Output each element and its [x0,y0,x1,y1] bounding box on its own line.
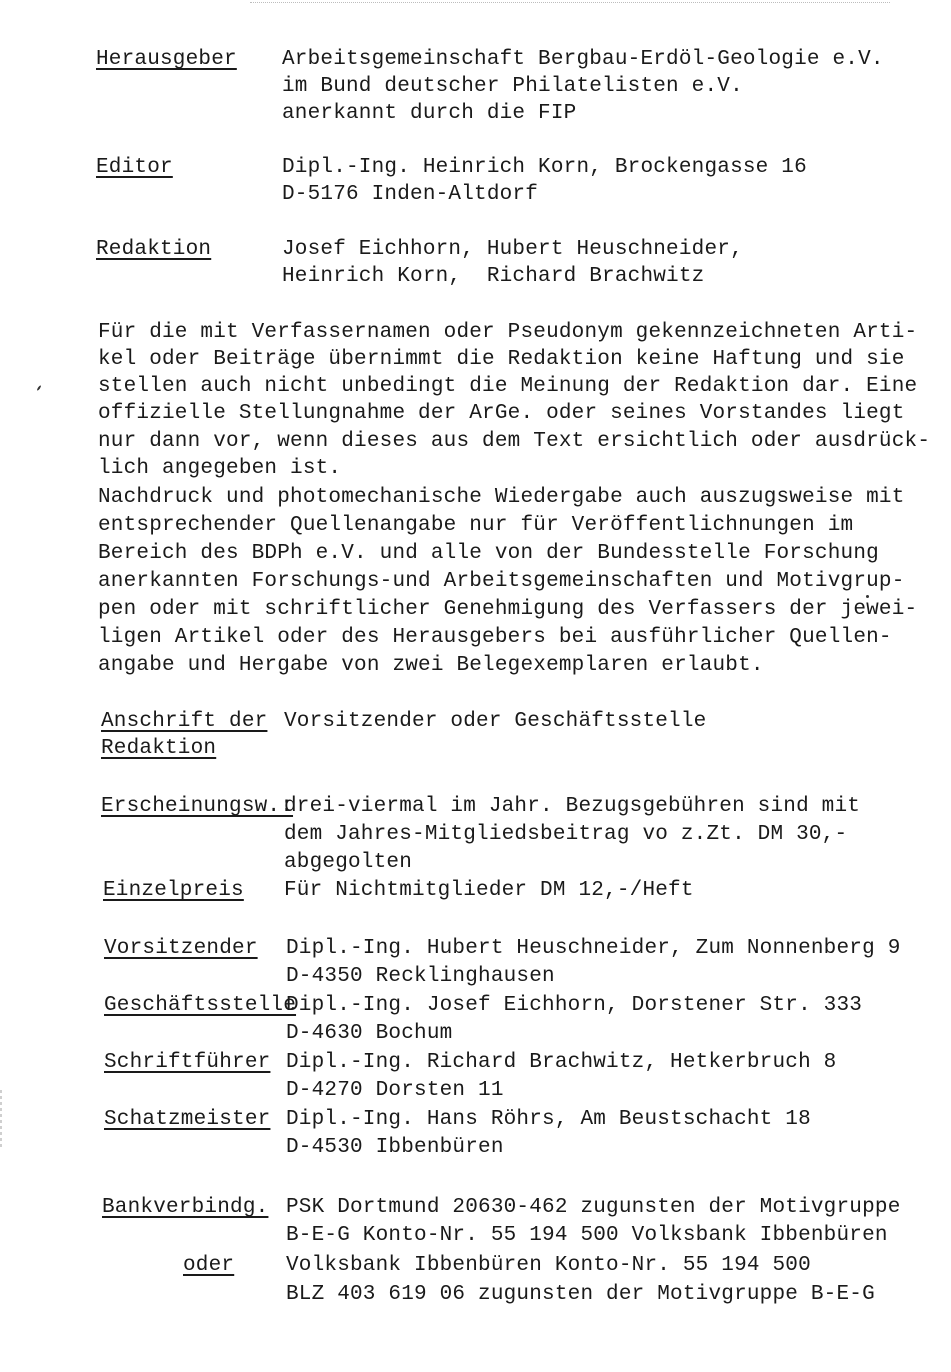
erscheinungsweise-line-2: dem Jahres-Mitgliedsbeitrag vo z.Zt. DM 30,- [284,823,848,846]
schriftfuehrer-line-2: D-4270 Dorsten 11 [286,1079,504,1102]
herausgeber-line-2: im Bund deutscher Philatelisten e.V. [282,75,743,98]
label-anschrift-2: Redaktion [101,737,217,760]
disclaimer-line-1: Für die mit Verfassernamen oder Pseudonym gekennzeichneten Arti- [98,321,918,344]
top-dotted-rule [250,2,890,3]
disclaimer-line-9: Bereich des BDPh e.V. und alle von der Bundesstelle Forschung [98,542,879,565]
disclaimer-line-6: lich angegeben ist. [98,457,342,480]
label-redaktion: Redaktion [96,238,212,261]
label-oder: oder [183,1254,235,1277]
schatzmeister-line-1: Dipl.-Ing. Hans Röhrs, Am Beustschacht 18 [286,1108,811,1131]
disclaimer-line-13: angabe und Hergabe von zwei Belegexemplaren erlaubt. [98,654,764,677]
disclaimer-line-7: Nachdruck und photomechanische Wiedergabe auch auszugsweise mit [98,486,905,509]
label-editor: Editor [96,156,173,179]
scan-speck [36,385,41,391]
scan-speck [866,595,869,598]
label-schriftfuehrer: Schriftführer [104,1051,271,1074]
margin-scan-mark [0,1090,2,1150]
disclaimer-line-8: entsprechender Quellenangabe nur für Veröffentlichnungen im [98,514,854,537]
bank-oder-line-2: BLZ 403 619 06 zugunsten der Motivgruppe B-E-G [286,1283,875,1306]
schatzmeister-line-2: D-4530 Ibbenbüren [286,1136,504,1159]
editor-line-1: Dipl.-Ing. Heinrich Korn, Brockengasse 16 [282,156,807,179]
vorsitzender-line-2: D-4350 Recklinghausen [286,965,555,988]
disclaimer-line-12: ligen Artikel oder des Herausgebers bei ausführlicher Quellen- [98,626,892,649]
herausgeber-line-1: Arbeitsgemeinschaft Bergbau-Erdöl-Geologie e.V. [282,48,884,71]
schriftfuehrer-line-1: Dipl.-Ing. Richard Brachwitz, Hetkerbruch 8 [286,1051,837,1074]
redaktion-line-2: Heinrich Korn, Richard Brachwitz [282,265,705,288]
label-vorsitzender: Vorsitzender [104,937,258,960]
vorsitzender-line-1: Dipl.-Ing. Hubert Heuschneider, Zum Nonnenberg 9 [286,937,901,960]
bank-line-1: PSK Dortmund 20630-462 zugunsten der Motivgruppe [286,1196,901,1219]
erscheinungsweise-line-1: drei-viermal im Jahr. Bezugsgebühren sind mit [284,795,861,818]
disclaimer-line-4: offizielle Stellungnahme der ArGe. oder seines Vorstandes liegt [98,402,905,425]
geschaeftsstelle-line-1: Dipl.-Ing. Josef Eichhorn, Dorstener Str. 333 [286,994,863,1017]
editor-line-2: D-5176 Inden-Altdorf [282,183,539,206]
label-anschrift-1: Anschrift der [101,710,268,733]
herausgeber-line-3: anerkannt durch die FIP [282,102,577,125]
label-erscheinungsweise: Erscheinungsw.: [101,795,294,818]
label-bankverbindung: Bankverbindg. [102,1196,269,1219]
disclaimer-line-3: stellen auch nicht unbedingt die Meinung der Redaktion dar. Eine [98,375,918,398]
disclaimer-line-11: pen oder mit schriftlicher Genehmigung des Verfassers der jewei- [98,598,918,621]
bank-line-2: B-E-G Konto-Nr. 55 194 500 Volksbank Ibbenbüren [286,1224,888,1247]
bank-oder-line-1: Volksbank Ibbenbüren Konto-Nr. 55 194 500 [286,1254,811,1277]
disclaimer-line-10: anerkannten Forschungs-und Arbeitsgemeinschaften und Motivgrup- [98,570,905,593]
disclaimer-line-5: nur dann vor, wenn dieses aus dem Text ersichtlich oder ausdrück- [98,430,931,453]
label-herausgeber: Herausgeber [96,48,237,71]
einzelpreis-value: Für Nichtmitglieder DM 12,-/Heft [284,879,694,902]
disclaimer-line-2: kel oder Beiträge übernimmt die Redaktion keine Haftung und sie [98,348,905,371]
redaktion-line-1: Josef Eichhorn, Hubert Heuschneider, [282,238,743,261]
label-einzelpreis: Einzelpreis [103,879,244,902]
geschaeftsstelle-line-2: D-4630 Bochum [286,1022,453,1045]
anschrift-value: Vorsitzender oder Geschäftsstelle [284,710,707,733]
label-geschaeftsstelle: Geschäftsstelle [104,994,297,1017]
erscheinungsweise-line-3: abgegolten [284,851,413,874]
label-schatzmeister: Schatzmeister [104,1108,271,1131]
